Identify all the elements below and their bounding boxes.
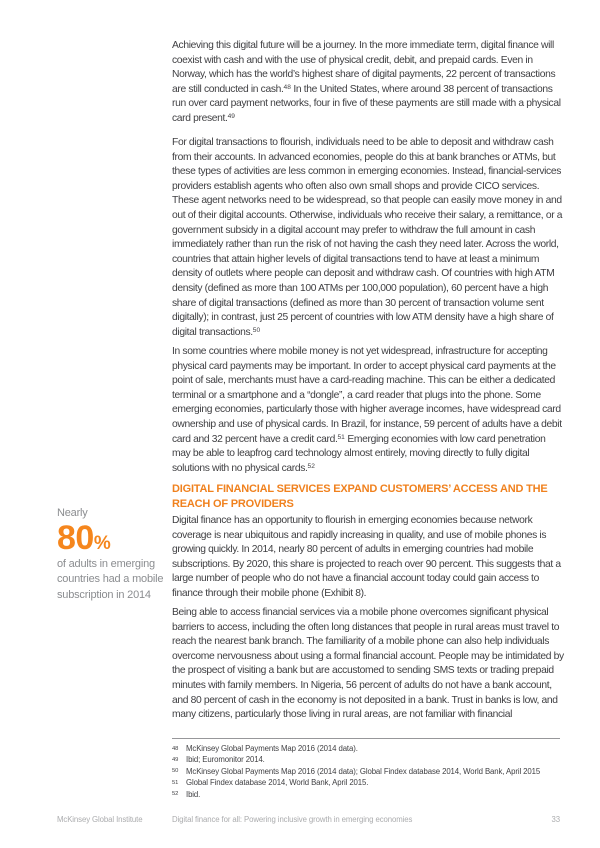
paragraph-text: Emerging economies with low card penetration may be able to leapfrog card technology almost entirely, moving directly to fully digital solutions with no physical cards. <box>172 433 546 474</box>
margin-stat-callout <box>57 506 169 603</box>
footnote-text: Ibid. <box>186 789 201 799</box>
paragraph-text: In some countries where mobile money is not yet widespread, infrastructure for accepting physical card payments may be important. In order to accept physical card payments at the point of sale, merchants must have a card-reading machine. This can be either a dedicated terminal or a smartphone and a “dongle”, a card reader that plugs into the phone. Some emerging economies, particularly those with higher average incomes, have widespread card ownership and use of physical cards. In Brazil, for instance, 59 percent of adults have a debit card and 32 percent have a credit card. <box>172 346 562 445</box>
paragraph-text: Being able to access financial services via a mobile phone overcomes significant physical barriers to access, including the often long distances that people in rural areas must travel to reach the nearest bank branch. The familiarity of a mobile phone can also help individuals overcome nervousness about using a formal financial account. People may be intimidated by the prospect of visiting a bank but are accustomed to sending SMS texts or trading prepaid minutes with family members. In Nigeria, 56 percent of adults do not have a bank account, and 80 percent of cash in the economy is not deposited in a bank. Trust in banks is low, and many citizens, particularly those living in rural areas, are not familiar with financial <box>172 607 564 721</box>
footnote-item <box>172 766 564 777</box>
stat-lead-text: Nearly <box>57 507 88 519</box>
paragraph-text: In the United States, where around 38 percent of transactions run over card payment networks, four in five of these payments are still made with a physical card present. <box>172 83 561 124</box>
stat-figure <box>57 521 169 555</box>
paragraph-text: For digital transactions to flourish, individuals need to be able to deposit and withdraw cash from their accounts. In advanced economies, people do this at bank branches or ATMs, but these types of activities are less common in emerging economies. Instead, financial-services providers establish agents who often also own small shops and provide CICO services. These agent networks need to be widespread, so that people can easily move money in and out of their digital accounts. Otherwise, individuals who receive their salary, a remittance, or a government subsidy in a digital account may prefer to withdraw the full amount in cash immediately rather than run the risk of not having the cash they need later. Across the world, countries that attain higher levels of digital transactions tend to have at least a minimum density of outlets where people can deposit and withdraw cash. Of countries with high ATM density (defined as more than 100 ATMs per 100,000 population), 60 percent have a high share of digital transactions (defined as more than 30 percent of transaction volume sent digitally); in contrast, just 25 percent of countries with low ATM density have a high share of digital transactions. <box>172 137 563 338</box>
footnote-item <box>172 777 564 788</box>
footnote-ref: 50 <box>252 327 261 335</box>
footnote-divider <box>172 738 560 739</box>
footnote-item <box>172 789 564 800</box>
footnotes-section <box>172 743 564 800</box>
footnote-text: Ibid; Euromonitor 2014. <box>186 755 265 765</box>
footer-report-title: Digital finance for all: Powering inclusive growth in emerging economies <box>172 815 413 824</box>
footnote-number: 52 <box>172 791 179 798</box>
footnote-ref: 49 <box>227 113 235 121</box>
footnote-number: 50 <box>172 768 179 775</box>
footnote-number: 48 <box>172 745 179 752</box>
paragraph-text: Achieving this digital future will be a journey. In the more immediate term, digital finance will coexist with cash and with the use of physical credit, debit, and prepaid cards. Even in Norway, which has the world’s highest share of digital payments, 22 percent of transactions are still conducted in cash. <box>172 40 556 95</box>
paragraph <box>172 39 564 127</box>
paragraph <box>172 514 564 602</box>
footnote-number: 49 <box>172 756 179 763</box>
footer-institute: McKinsey Global Institute <box>57 815 143 824</box>
page-number: 33 <box>551 815 560 824</box>
footnote-item <box>172 743 564 754</box>
paragraph <box>172 136 564 340</box>
footnote-number: 51 <box>172 779 179 786</box>
paragraph <box>172 606 564 723</box>
stat-unit: % <box>93 533 111 554</box>
stat-description: of adults in emerging countries had a mobile subscription in 2014 <box>57 558 164 601</box>
footnote-text: Global Findex database 2014, World Bank, April 2015. <box>186 778 369 788</box>
footnote-ref: 51 <box>337 433 345 441</box>
paragraph <box>172 345 564 476</box>
footnote-text: McKinsey Global Payments Map 2016 (2014 data); Global Findex database 2014, World Bank, April 2015 <box>186 766 541 776</box>
footnote-ref: 52 <box>307 463 315 471</box>
footnote-item <box>172 754 564 765</box>
paragraph-text: Digital finance has an opportunity to flourish in emerging economies because network coverage is near ubiquitous and rapidly increasing in quality, and use of mobile phones is growing quickly. In 2014, nearly 80 percent of adults in emerging countries had mobile subscriptions. By 2020, this share is projected to reach over 90 percent. This suggests that a large number of people who do not have a financial account today could gain access to finance through their mobile phone (Exhibit 8). <box>172 515 561 599</box>
footnote-ref: 48 <box>283 84 291 92</box>
stat-value: 80 <box>57 519 94 557</box>
section-heading: DIGITAL FINANCIAL SERVICES EXPAND CUSTOMERS’ ACCESS AND THE REACH OF PROVIDERS <box>172 483 548 511</box>
footnote-text: McKinsey Global Payments Map 2016 (2014 data). <box>186 744 358 753</box>
